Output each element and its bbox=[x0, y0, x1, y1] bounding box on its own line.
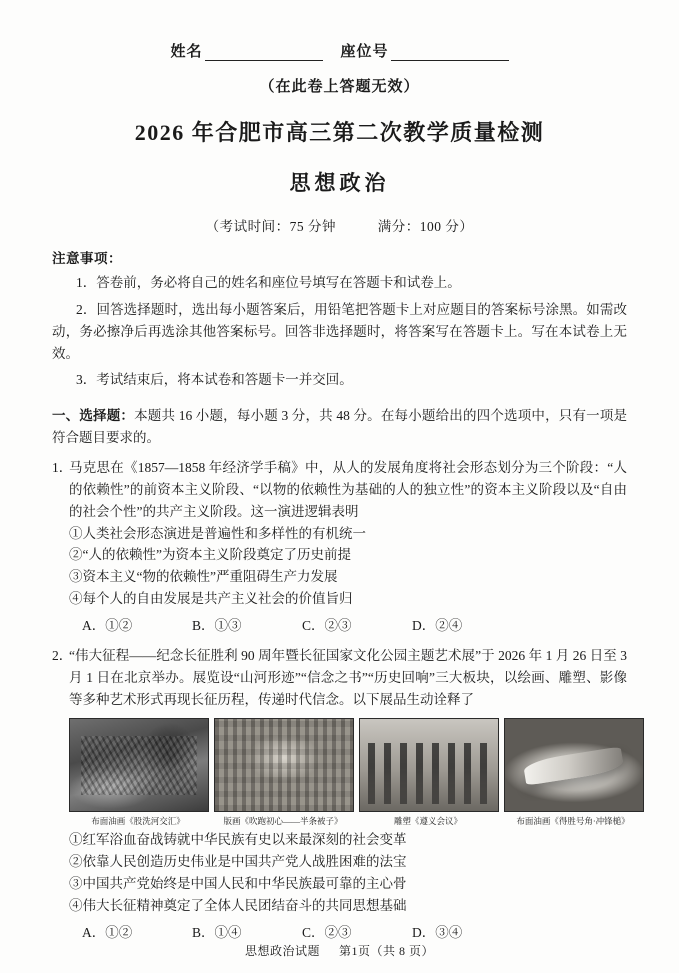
page-title: 2026 年合肥市高三第二次教学质量检测 bbox=[134, 120, 545, 145]
question-1-stem: 马克思在《1857—1858 年经济学手稿》中，从人的发展角度将社会形态划分为三个阶段：“人的依赖性”的前资本主义阶段、“以物的依赖性为基础的人的独立性”的资本主义阶段以及“自由的社会个性”的共产主义阶段。这一演进逻辑表明 bbox=[69, 460, 627, 519]
section-one-label: 一、选择题： bbox=[52, 408, 135, 424]
section-one-text: 本题共 16 小题，每小题 3 分，共 48 分。在每小题给出的四个选项中，只有一项是符合题目要求的。 bbox=[52, 408, 628, 446]
question-1-option-3: ③资本主义“物的依赖性”严重阻碍生产力发展 bbox=[69, 569, 338, 585]
name-label: 姓名 bbox=[170, 44, 203, 60]
question-1-option-4: ④每个人的自由发展是共产主义社会的价值旨归 bbox=[69, 591, 353, 607]
question-2-option-1: ①红军浴血奋战铸就中华民族有史以来最深刻的社会变革 bbox=[69, 832, 407, 848]
print-artwork-image bbox=[214, 718, 354, 812]
question-1-choice-b[interactable]: B．①③ bbox=[192, 618, 242, 634]
invalid-answer-notice: （在此卷上答题无效） bbox=[259, 79, 420, 95]
notes-item-1: 1．答卷前，务必将自己的姓名和座位号填写在答题卡和试卷上。 bbox=[76, 275, 461, 290]
question-1-option-2: ②“人的依赖性”为资本主义阶段奠定了历史前提 bbox=[69, 547, 351, 563]
notes-item-2: 2．回答选择题时，选出每小题答案后，用铅笔把答题卡上对应题目的答案标号涂黑。如需改动，务必擦净后再选涂其他答案标号。回答非选择题时，将答案写在答题卡上。写在本试卷上无效。 bbox=[52, 301, 627, 361]
question-2-choices bbox=[52, 922, 627, 944]
notes-title: 注意事项： bbox=[52, 251, 122, 266]
question-1-option-1: ①人类社会形态演进是普遍性和多样性的有机统一 bbox=[69, 525, 366, 541]
figure-4-caption: 布面油画《得胜号角·冲锋槌》 bbox=[516, 816, 630, 827]
figure-3 bbox=[359, 718, 497, 829]
exam-time: （考试时间：75 分钟 bbox=[205, 219, 336, 234]
exam-score: 满分：100 分） bbox=[377, 219, 474, 234]
figure-2-caption: 版画《吹跑初心——半条被子》 bbox=[223, 816, 343, 827]
question-1-choice-c[interactable]: C．②③ bbox=[302, 618, 352, 634]
footer-page-info: 第1页（共 8 页） bbox=[339, 944, 435, 958]
section-one-heading bbox=[52, 405, 627, 449]
question-1-choice-d[interactable]: D．②④ bbox=[412, 618, 463, 634]
question-2-choice-c[interactable]: C．②③ bbox=[302, 924, 352, 940]
question-1-number: 1． bbox=[52, 460, 73, 476]
figure-1-caption: 布面油画《股洗河交汇》 bbox=[91, 816, 185, 827]
question-2-choice-a[interactable]: A．①② bbox=[82, 924, 133, 940]
question-2-option-4: ④伟大长征精神奠定了全体人民团结奋斗的共同思想基础 bbox=[69, 897, 407, 913]
question-2 bbox=[52, 645, 630, 944]
question-2-choice-b[interactable]: B．①④ bbox=[192, 924, 242, 940]
footer-doc-name: 思想政治试题 bbox=[244, 944, 320, 958]
bugle-painting-image bbox=[504, 718, 644, 812]
question-1 bbox=[52, 457, 627, 637]
oil-painting-image bbox=[69, 718, 209, 812]
question-2-figure-row bbox=[52, 718, 630, 829]
subject-title: 思想政治 bbox=[289, 171, 390, 195]
page-footer bbox=[0, 942, 679, 959]
figure-2 bbox=[214, 718, 352, 829]
question-2-number: 2． bbox=[52, 647, 73, 663]
question-2-option-3: ③中国共产党始终是中国人民和中华民族最可靠的主心骨 bbox=[69, 875, 407, 891]
student-info-row bbox=[52, 40, 627, 61]
name-write-line[interactable] bbox=[205, 45, 323, 61]
question-2-option-2: ②依靠人民创造历史伟业是中国共产党人战胜困难的法宝 bbox=[69, 854, 407, 870]
question-2-stem: “伟大征程——纪念长征胜利 90 周年暨长征国家文化公园主题艺术展”于 2026 年 1 月 26 日至 3 月 1 日在北京举办。展览设“山河形迹”“信念之书”“历史回响”三大板块，以绘画、雕塑、影像等多种艺术形式再现长征历程，传递时代信念。以下展品生动诠释了 bbox=[69, 647, 627, 707]
notes-item-3: 3．考试结束后，将本试卷和答题卡一并交回。 bbox=[76, 372, 353, 388]
name-field-group bbox=[170, 40, 322, 61]
seat-write-line[interactable] bbox=[391, 45, 509, 61]
seat-field-group bbox=[341, 40, 509, 61]
exam-meta bbox=[52, 215, 627, 235]
sculpture-image bbox=[359, 718, 499, 812]
figure-1 bbox=[69, 718, 207, 829]
question-1-choice-a[interactable]: A．①② bbox=[82, 618, 133, 634]
seat-label: 座位号 bbox=[340, 44, 389, 60]
question-1-choices bbox=[52, 615, 627, 637]
question-2-choice-d[interactable]: D．③④ bbox=[412, 924, 463, 940]
figure-3-caption: 雕塑《遵义会议》 bbox=[393, 816, 462, 827]
figure-4 bbox=[504, 718, 642, 829]
